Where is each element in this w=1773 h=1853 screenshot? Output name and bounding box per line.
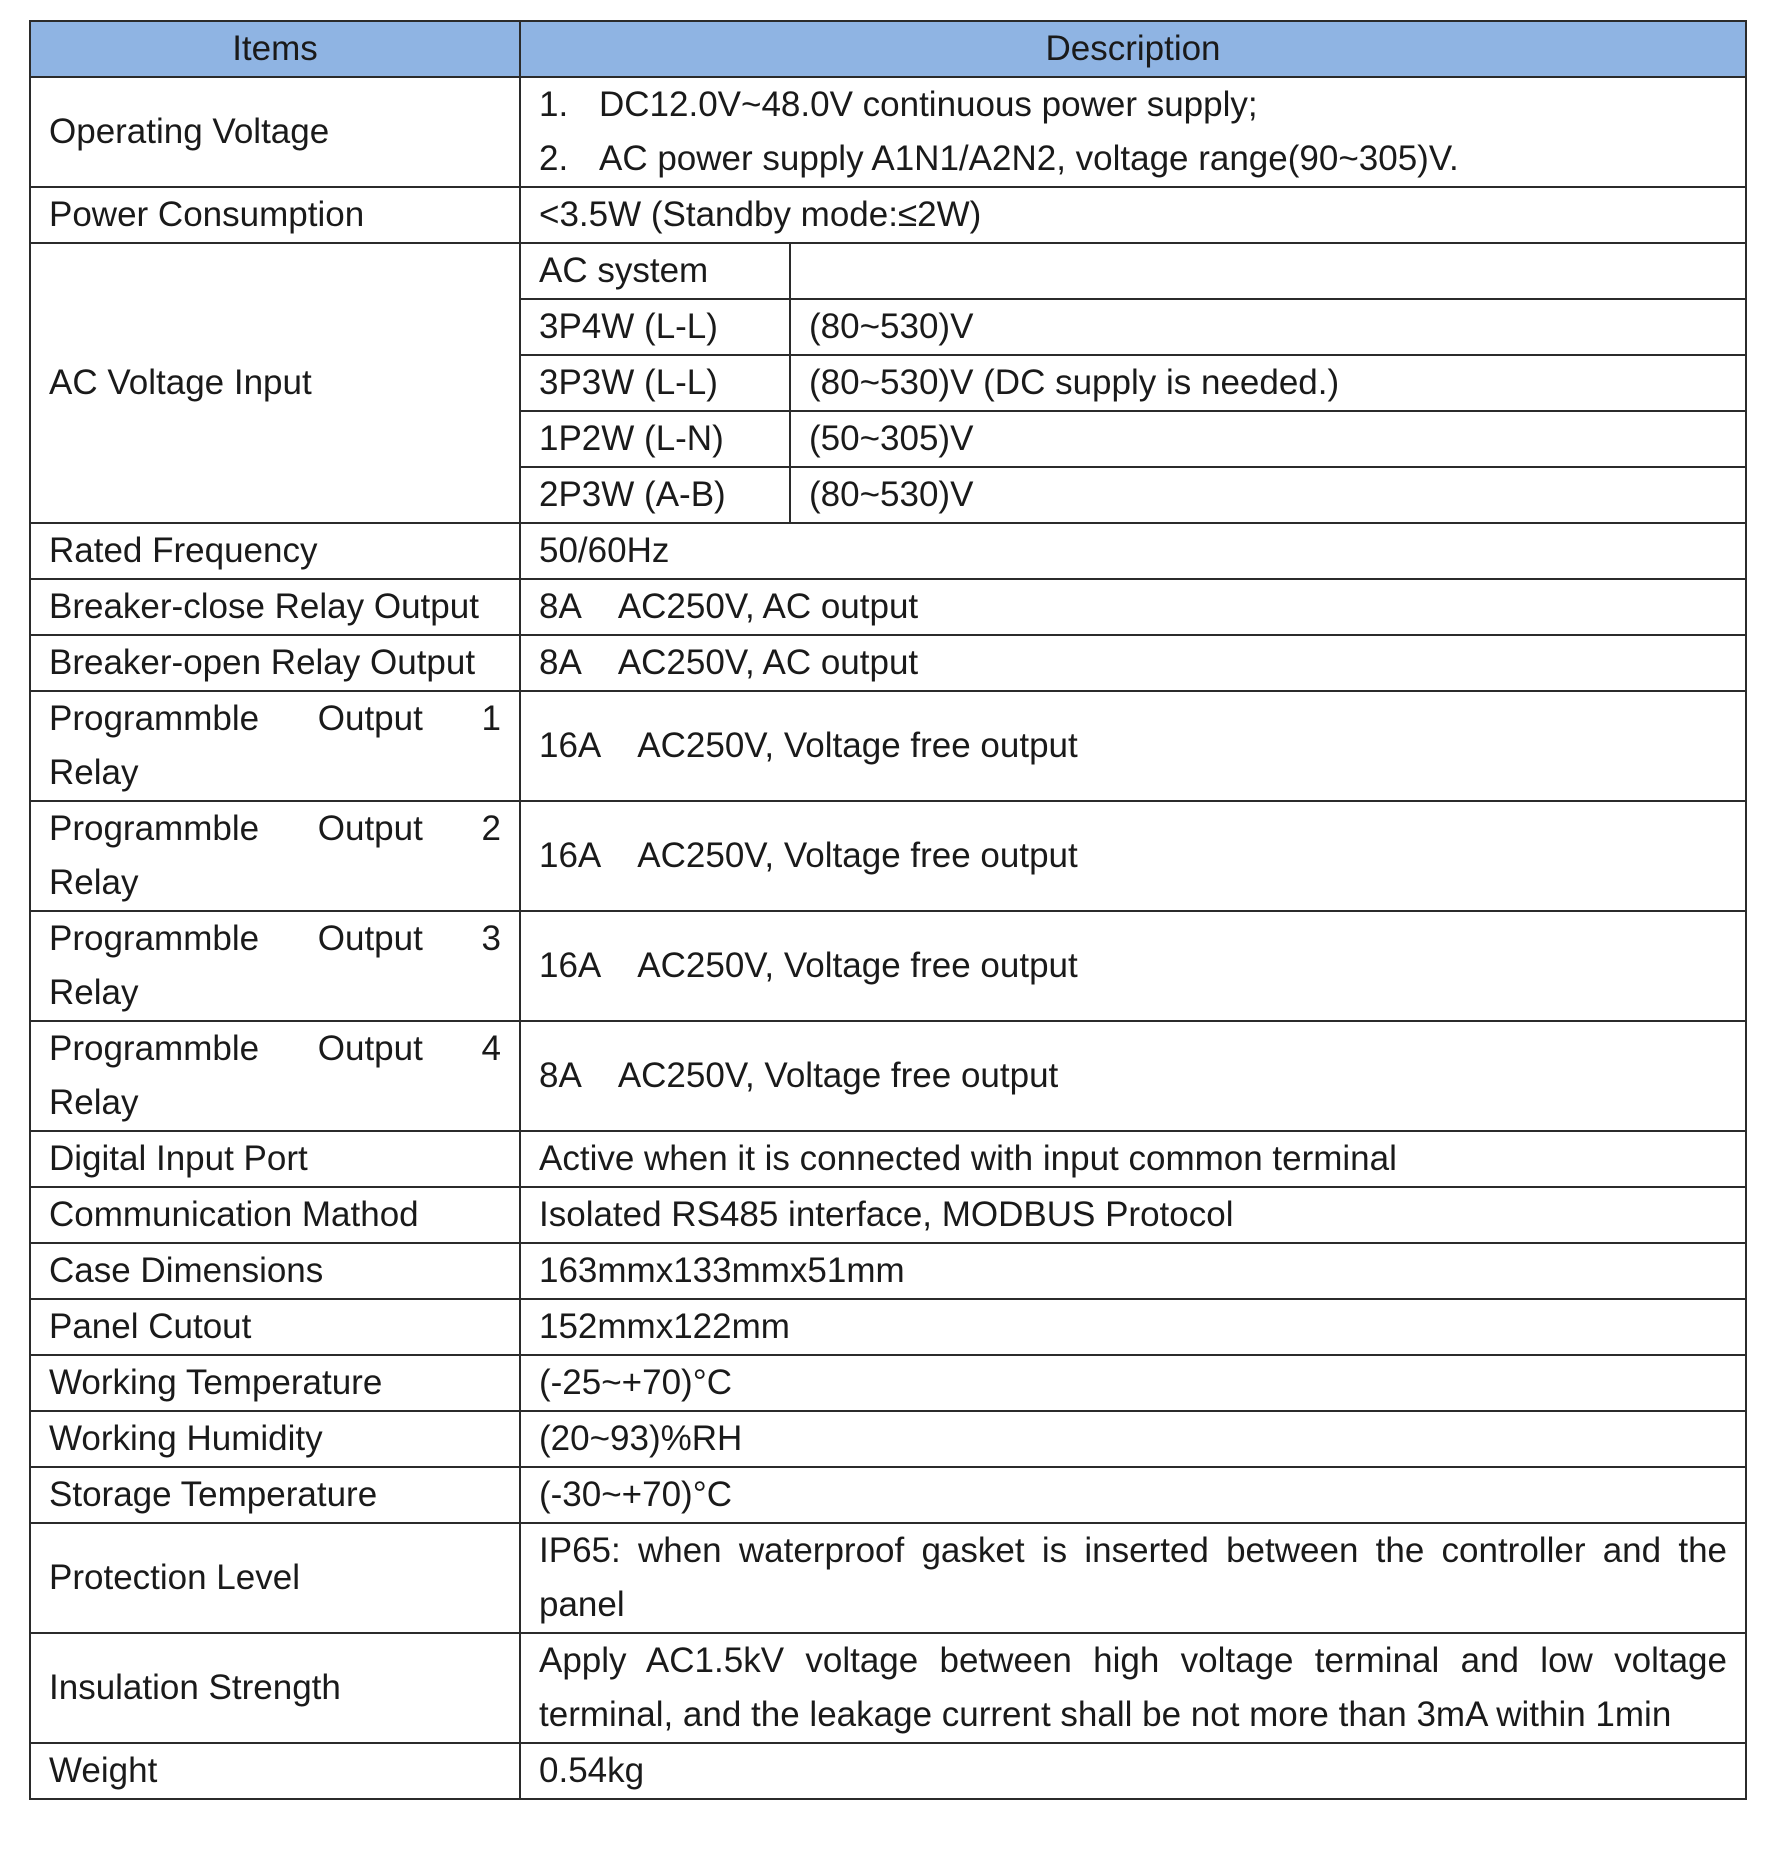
ac-system-cell [520,243,1746,523]
current-rating: 16A [539,836,602,875]
list-number: 1. [539,85,569,124]
table-row [30,1411,1746,1467]
item-label: Storage Temperature [30,1467,520,1523]
ac-system-range: (80~530)V [790,299,1745,355]
ac-system-range: (80~530)V (DC supply is needed.) [790,355,1745,411]
item-label: Operating Voltage [30,77,520,187]
description-cell [520,635,1746,691]
table-row [30,243,1746,523]
label-word: Output [317,1029,423,1068]
ac-system-header: AC system [521,244,790,299]
description-value: Apply AC1.5kV voltage between high voltage terminal and low voltage terminal, and the leakage current shall be not more than 3mA within 1min [520,1633,1746,1743]
table-row [30,1467,1746,1523]
item-label: Insulation Strength [30,1633,520,1743]
description-cell [520,77,1746,187]
item-label [30,801,520,911]
table-row [30,77,1746,187]
subtable-row [521,411,1745,467]
description-value: (-30~+70)°C [520,1467,1746,1523]
table-row [30,1243,1746,1299]
label-word: Relay [49,753,139,792]
table-row [30,1021,1746,1131]
description-value: Isolated RS485 interface, MODBUS Protocol [520,1187,1746,1243]
item-label: Working Humidity [30,1411,520,1467]
subtable-row [521,299,1745,355]
description-value: AC250V, Voltage free output [637,836,1078,875]
subtable-row [521,355,1745,411]
description-value: <3.5W (Standby mode:≤2W) [520,187,1746,243]
item-label: Case Dimensions [30,1243,520,1299]
label-word: Programmble [49,1029,260,1068]
description-value: 163mmx133mmx51mm [520,1243,1746,1299]
table-row [30,801,1746,911]
label-word: Output [317,699,423,738]
description-cell [520,579,1746,635]
ac-system-name: 2P3W (A-B) [521,467,790,522]
description-value: AC250V, Voltage free output [617,1056,1059,1095]
ac-system-range: (50~305)V [790,411,1745,467]
current-rating: 8A [539,1056,582,1095]
description-value: Active when it is connected with input common terminal [520,1131,1746,1187]
ac-range-header [790,244,1745,299]
table-row [30,1299,1746,1355]
table-row [30,187,1746,243]
label-word: Programmble [49,919,260,958]
item-label [30,1021,520,1131]
spec-table [29,20,1747,1800]
label-word: 4 [481,1029,501,1068]
table-row [30,1523,1746,1633]
description-value: AC250V, Voltage free output [637,726,1078,765]
label-word: Output [317,919,423,958]
item-label: AC Voltage Input [30,243,520,523]
item-label: Weight [30,1743,520,1799]
label-word: Programmble [49,809,260,848]
list-number: 2. [539,139,569,178]
table-row [30,1355,1746,1411]
description-value: IP65: when waterproof gasket is inserted between the controller and the panel [520,1523,1746,1633]
description-cell [520,801,1746,911]
description-value: AC250V, AC output [617,643,919,682]
ac-system-name: 3P4W (L-L) [521,299,790,355]
item-label: Digital Input Port [30,1131,520,1187]
ac-system-subtable [521,244,1745,522]
ac-system-name: 1P2W (L-N) [521,411,790,467]
table-row [30,1131,1746,1187]
label-word: 2 [481,809,501,848]
subtable-row [521,467,1745,522]
current-rating: 8A [539,643,582,682]
list-text: AC power supply A1N1/A2N2, voltage range(90~305)V. [599,139,1459,178]
table-row [30,579,1746,635]
item-label: Protection Level [30,1523,520,1633]
current-rating: 16A [539,726,602,765]
subtable-row [521,244,1745,299]
description-value: 152mmx122mm [520,1299,1746,1355]
label-word: Output [317,809,423,848]
item-label: Working Temperature [30,1355,520,1411]
item-label: Panel Cutout [30,1299,520,1355]
description-value: (20~93)%RH [520,1411,1746,1467]
label-word: 1 [481,699,501,738]
table-row [30,691,1746,801]
description-value: AC250V, AC output [617,587,919,626]
table-row [30,1187,1746,1243]
table-row [30,1633,1746,1743]
item-label [30,691,520,801]
item-label: Breaker-open Relay Output [30,635,520,691]
label-word: Programmble [49,699,260,738]
header-description: Description [520,21,1746,77]
item-label [30,911,520,1021]
table-row [30,911,1746,1021]
ac-system-range: (80~530)V [809,475,974,514]
table-row [30,1743,1746,1799]
list-item [539,132,1727,186]
description-value: (-25~+70)°C [520,1355,1746,1411]
description-cell [520,911,1746,1021]
label-word: Relay [49,1083,139,1122]
item-label: Communication Mathod [30,1187,520,1243]
list-item [539,78,1727,132]
table-row [30,523,1746,579]
label-word: 3 [481,919,501,958]
list-text: DC12.0V~48.0V continuous power supply; [599,85,1258,124]
item-label: Power Consumption [30,187,520,243]
current-rating: 16A [539,946,602,985]
description-cell [520,1021,1746,1131]
description-value: AC250V, Voltage free output [637,946,1078,985]
item-label: Breaker-close Relay Output [30,579,520,635]
description-value: 0.54kg [520,1743,1746,1799]
description-value: 50/60Hz [520,523,1746,579]
item-label: Rated Frequency [30,523,520,579]
table-row [30,635,1746,691]
label-word: Relay [49,863,139,902]
current-rating: 8A [539,587,582,626]
label-word: Relay [49,973,139,1012]
header-items: Items [30,21,520,77]
ac-system-name: 3P3W (L-L) [521,355,790,411]
description-cell [520,691,1746,801]
